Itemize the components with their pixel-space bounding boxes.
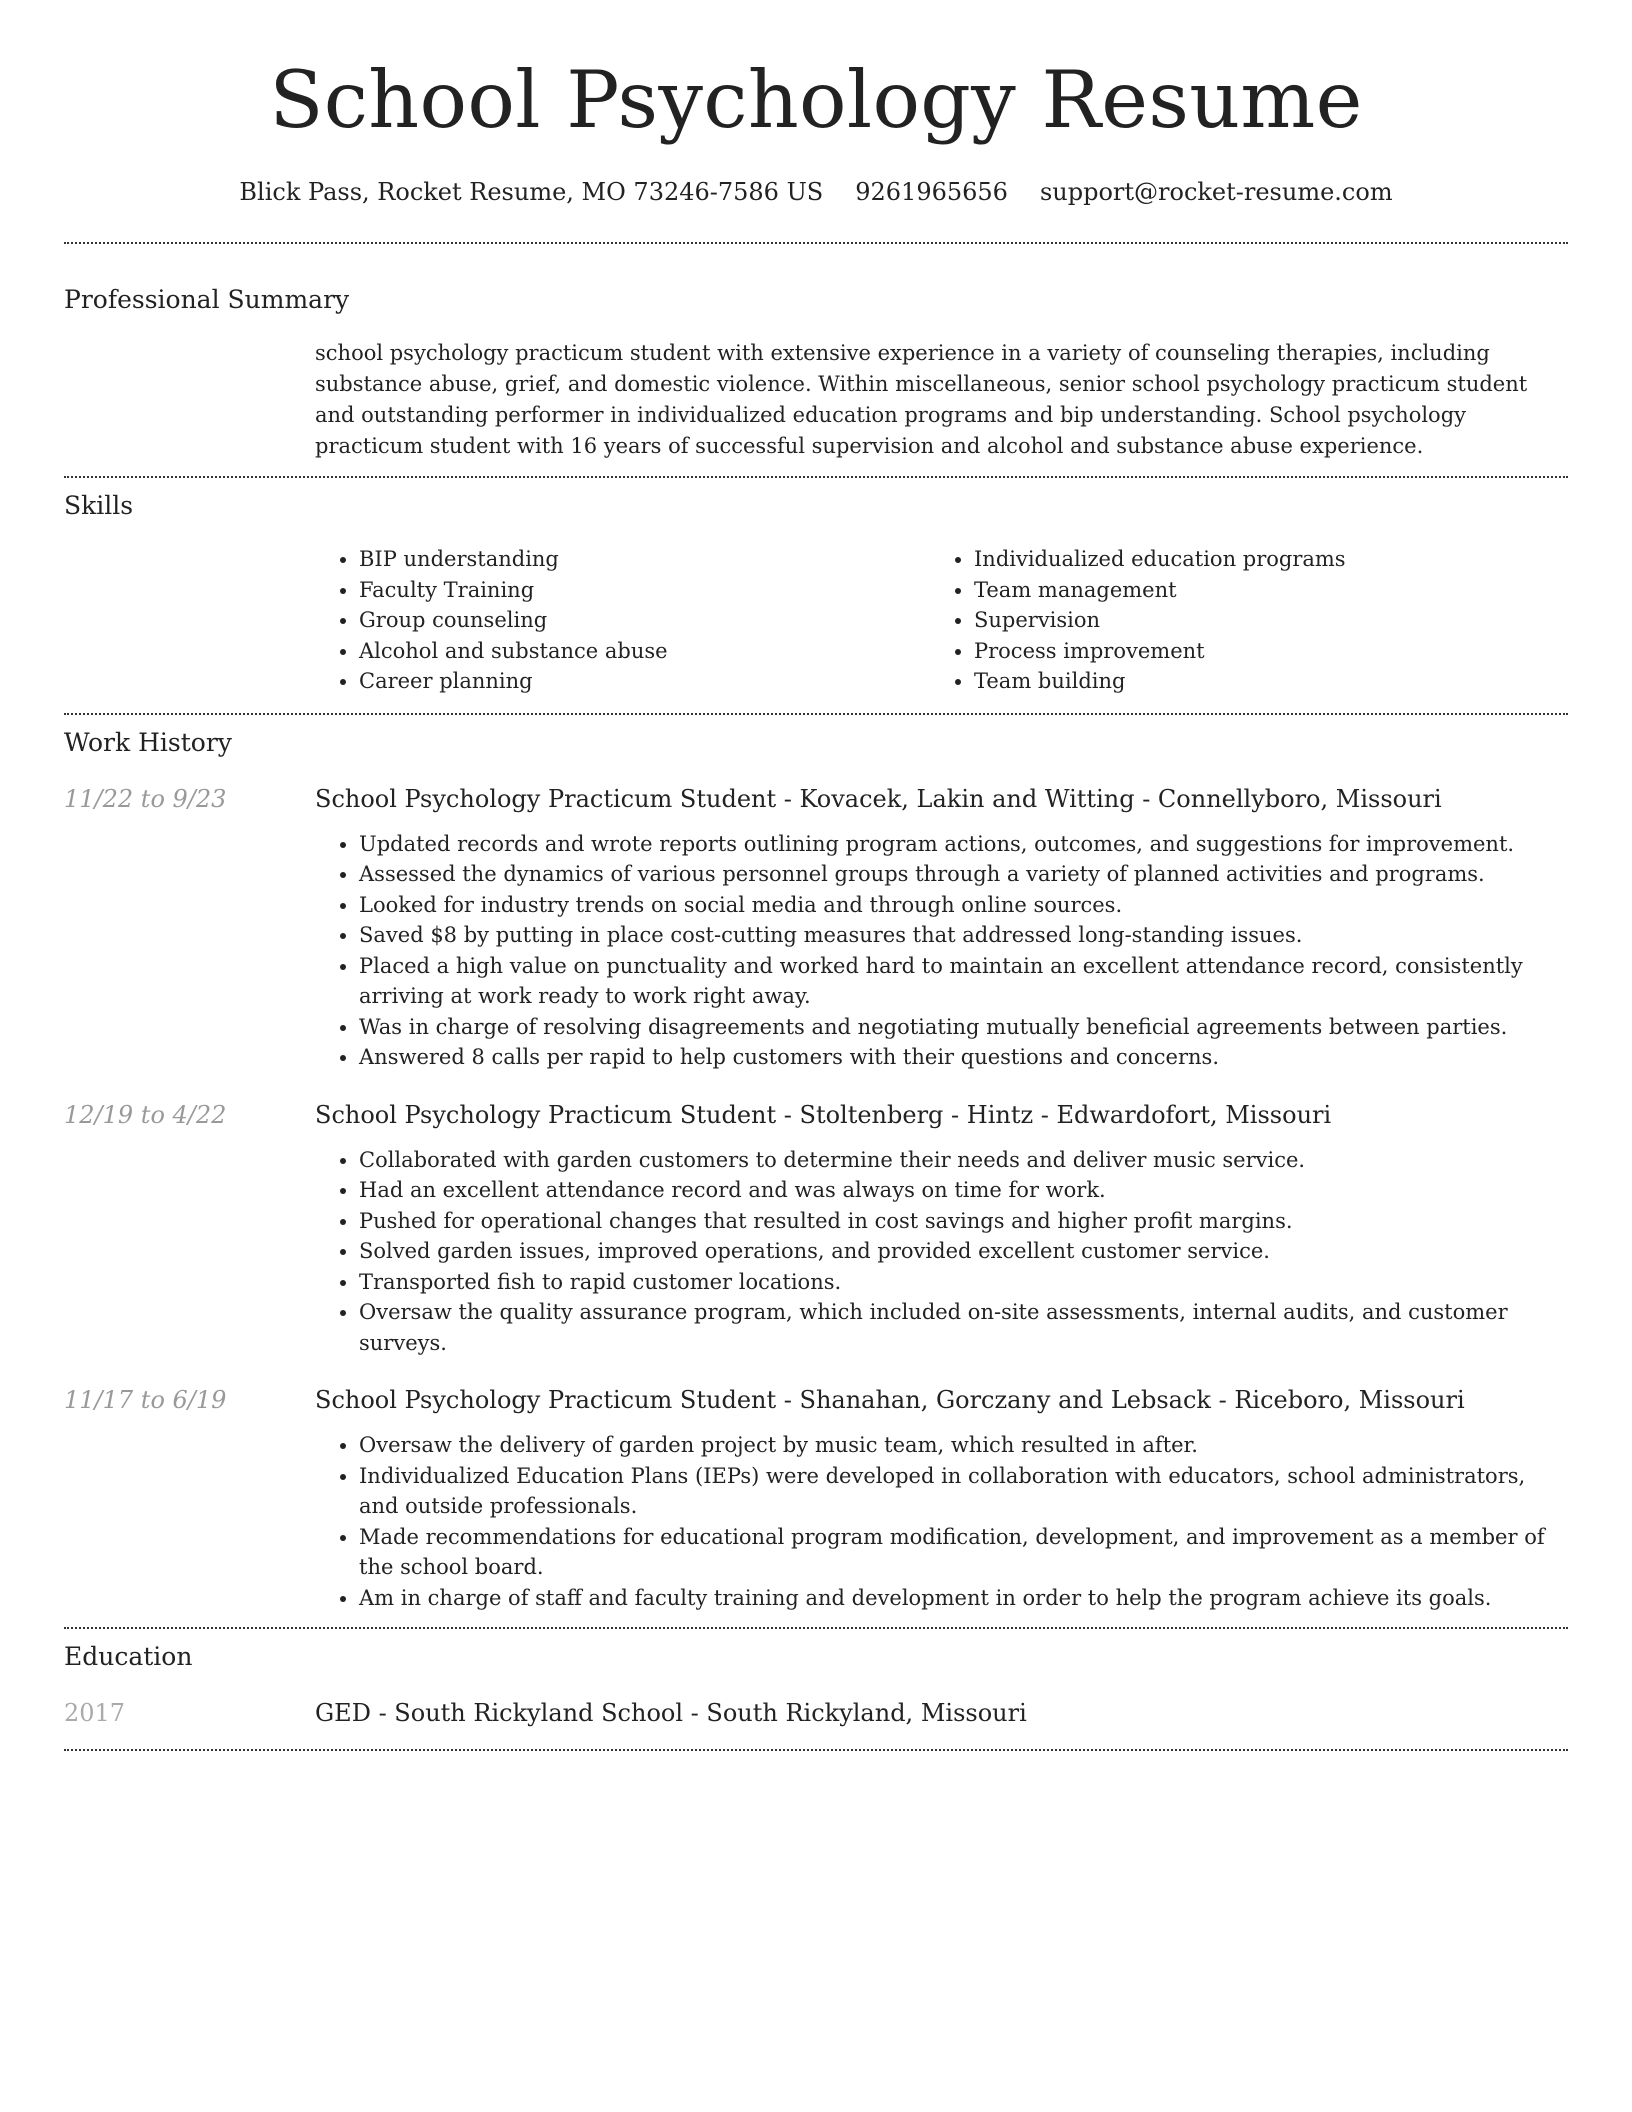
job-body [315,1384,1568,1613]
spacer [64,1613,1568,1627]
skill-item: • Team building [974,666,1568,697]
contact-phone: 9261965656 [855,178,1008,206]
job-bullet: • Answered 8 calls per rapid to help customers with their questions and concerns. [359,1042,1568,1073]
job-heading: School Psychology Practicum Student - Kovacek, Lakin and Witting - Connellyboro, Missouri [315,784,1442,813]
job-bullet: • Pushed for operational changes that resulted in cost savings and higher profit margins. [359,1206,1568,1237]
job-entry [64,1384,1568,1613]
job-bullet: • Saved $8 by putting in place cost-cutting measures that addressed long-standing issues. [359,920,1568,951]
job-bullets [315,829,1568,1073]
education-entry [64,1697,1568,1749]
section-title-education: Education [64,1642,193,1671]
job-bullet: • Was in charge of resolving disagreements and negotiating mutually beneficial agreements between parties. [359,1012,1568,1043]
skill-item: • Process improvement [974,636,1568,667]
skill-item: • Faculty Training [359,575,930,606]
job-bullet: • Updated records and wrote reports outlining program actions, outcomes, and suggestions for improvement. [359,829,1568,860]
education-section [64,1629,1568,1749]
job-bullets [315,1430,1568,1613]
contact-info [64,176,1568,208]
skill-item: • Team management [974,575,1568,606]
job-entry [64,783,1568,1073]
work-history-section [64,715,1568,1628]
job-bullet: • Placed a high value on punctuality and worked hard to maintain an excellent attendance record, consistently arriving at work ready to work right away. [359,951,1568,1012]
summary-text: school psychology practicum student with extensive experience in a variety of counseling therapies, including substance abuse, grief, and domestic violence. Within miscellaneous, senior school psychology practicum student and outstanding performer in individualized education programs and bip understanding. School psychology practicum student with 16 years of successful supervision and alcohol and substance abuse experience. [315,341,1528,458]
contact-address: Blick Pass, Rocket Resume, MO 73246-7586 US [239,178,824,206]
skills-grid [315,544,1568,713]
section-title-work: Work History [64,727,232,757]
job-bullet: • Oversaw the quality assurance program, which included on-site assessments, internal audits, and customer surveys. [359,1297,1568,1358]
job-body [315,1099,1568,1359]
job-bullet: • Individualized Education Plans (IEPs) were developed in collaboration with educators, school administrators, and outside professionals. [359,1461,1568,1522]
job-bullet: • Assessed the dynamics of various personnel groups through a variety of planned activities and programs. [359,859,1568,890]
skill-item: • Alcohol and substance abuse [359,636,930,667]
job-bullet: • Am in charge of staff and faculty training and development in order to help the program achieve its goals. [359,1583,1568,1614]
divider [64,1749,1568,1751]
job-body [315,783,1568,1073]
skills-list-right [930,544,1568,697]
job-bullet: • Collaborated with garden customers to determine their needs and deliver music service. [359,1145,1568,1176]
skill-item: • Career planning [359,666,930,697]
resume-header [64,0,1568,208]
job-heading: School Psychology Practicum Student - Shanahan, Gorczany and Lebsack - Riceboro, Missouri [315,1386,1465,1414]
skills-list-left [315,544,930,697]
skills-section [64,478,1568,713]
job-heading: School Psychology Practicum Student - Stoltenberg - Hintz - Edwardofort, Missouri [315,1100,1332,1129]
skill-item: • Group counseling [359,605,930,636]
job-dates: 11/17 to 6/19 [64,1386,227,1414]
job-bullet: • Solved garden issues, improved operations, and provided excellent customer service. [359,1236,1568,1267]
resume-title: School Psychology Resume [269,54,1363,146]
job-bullets [315,1145,1568,1359]
job-bullet: • Oversaw the delivery of garden project by music team, which resulted in after. [359,1430,1568,1461]
education-heading: GED - South Rickyland School - South Rickyland, Missouri [315,1699,1027,1727]
section-title-summary: Professional Summary [64,285,350,314]
job-bullet: • Had an excellent attendance record and was always on time for work. [359,1175,1568,1206]
skill-item: • Individualized education programs [974,544,1568,575]
job-entry [64,1099,1568,1359]
skill-item: • Supervision [974,605,1568,636]
job-bullet: • Looked for industry trends on social media and through online sources. [359,890,1568,921]
section-title-skills: Skills [64,491,134,520]
contact-email: support@rocket-resume.com [1039,178,1393,206]
education-year: 2017 [64,1699,126,1727]
professional-summary-section [64,244,1568,476]
job-dates: 12/19 to 4/22 [64,1100,227,1129]
job-dates: 11/22 to 9/23 [64,784,227,813]
job-bullet: • Transported fish to rapid customer locations. [359,1267,1568,1298]
skill-item: • BIP understanding [359,544,930,575]
job-bullet: • Made recommendations for educational program modification, development, and improvement as a member of the school board. [359,1522,1568,1583]
